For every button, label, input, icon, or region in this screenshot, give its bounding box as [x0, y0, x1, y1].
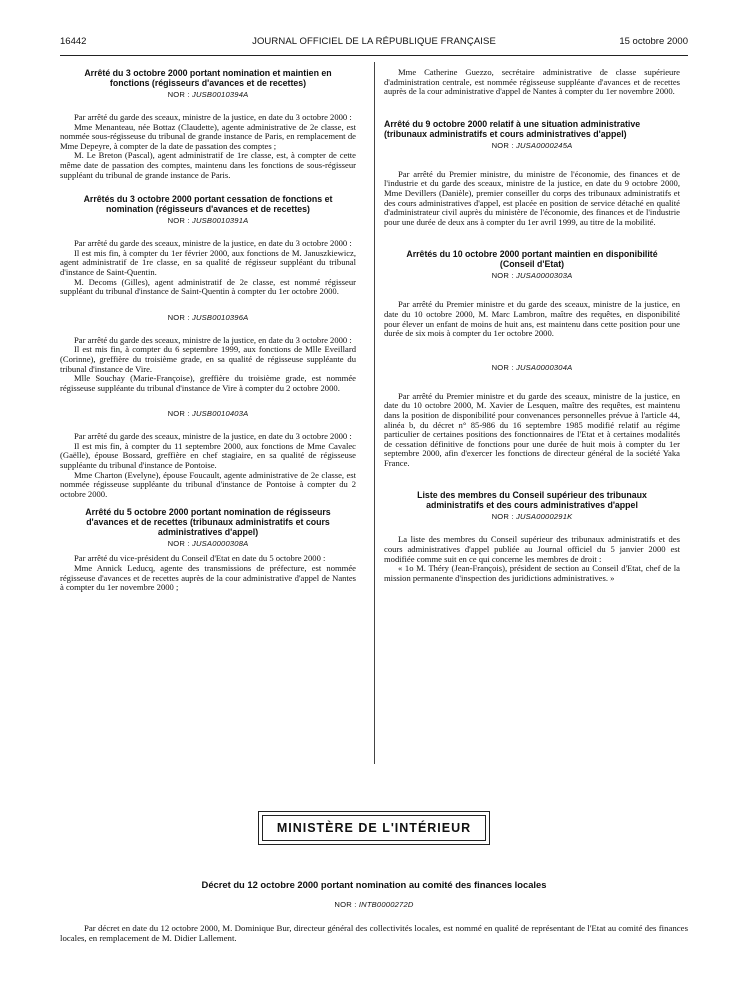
- paragraph: Mme Annick Leducq, agente des transmissions de préfecture, est nommée régisseuse d'avances et de recettes auprès de la cour administrative d'appel de Nantes à compter du 1er novembre 2000 ;: [60, 563, 356, 593]
- paragraph: Il est mis fin, à compter du 11 septembre 2000, aux fonctions de Mme Cavalec (Gaëlle), épouse Bossard, greffière en chef stagiaire, en sa qualité de régisseuse suppléante du tribunal d'instance de Pontoise.: [60, 440, 356, 471]
- paragraph: Par arrêté du Premier ministre et du garde des sceaux, ministre de la justice, en date du 10 octobre 2000, M. Marc Lambron, maître des requêtes, en disponibilité pour élever un enfant de moins de huit ans, est maintenu dans cette position pour une durée de six mois à compter du 1er octobre 2000.: [384, 299, 680, 339]
- nor-label: NOR :: [491, 271, 514, 281]
- nor-reference: [60, 900, 688, 909]
- nor-reference: [384, 363, 680, 372]
- paragraph: Mme Menanteau, née Bottaz (Claudette), agente administrative de 2e classe, est nommée sous-régisseuse du tribunal de grande instance de Paris, en remplacement de Mme Depeyre, à compter de la date de passation des comptes ;: [60, 121, 356, 151]
- paragraph: Il est mis fin, à compter du 6 septembre 1999, aux fonctions de Mlle Eveillard (Corinne), greffière du troisième grade, en sa qualité de régisseuse suppléante du tribunal d'instance de Vire.: [60, 344, 356, 374]
- section-title: Arrêtés du 3 octobre 2000 portant cessation de fonctions et nomination (régisseurs d'avances et de recettes): [83, 194, 333, 215]
- section-title: Arrêté du 3 octobre 2000 portant nomination et maintien en fonctions (régisseurs d'avances et de recettes): [84, 68, 332, 88]
- nor-code: JUSA0000304A: [515, 362, 573, 372]
- issue-date: 15 octobre 2000: [619, 36, 688, 47]
- nor-reference: [384, 141, 680, 150]
- ministry-heading-box: [258, 811, 490, 845]
- nor-label: NOR :: [167, 312, 190, 322]
- nor-reference: [60, 313, 356, 322]
- ministry-heading: MINISTÈRE DE L'INTÉRIEUR: [262, 815, 486, 841]
- nor-reference: [384, 271, 680, 280]
- paragraph: La liste des membres du Conseil supérieur des tribunaux administratifs et des cours administratives d'appel publiée au Journal officiel du 5 janvier 2000 est modifiée comme suit en ce qui concerne les membres de droit :: [384, 534, 680, 564]
- paragraph: Par arrêté du garde des sceaux, ministre de la justice, en date du 3 octobre 2000 :: [74, 431, 352, 442]
- nor-code: JUSB0010403A: [191, 409, 249, 419]
- section-title: Liste des membres du Conseil supérieur des tribunaux administratifs et des cours administratives d'appel: [417, 490, 647, 511]
- nor-label: NOR :: [491, 140, 514, 150]
- paragraph: Mme Charton (Evelyne), épouse Foucault, agente administrative de 2e classe, est nommée régisseuse suppléante du tribunal d'instance de Pontoise à compter du 2 octobre 2000.: [60, 469, 356, 499]
- decree-title: Décret du 12 octobre 2000 portant nomination au comité des finances locales: [201, 879, 547, 890]
- left-column: [60, 60, 356, 593]
- nor-reference: [60, 409, 356, 418]
- nor-reference: [60, 90, 356, 99]
- paragraph: Il est mis fin, à compter du 1er février 2000, aux fonctions de M. Januszkiewicz, agent administratif de 1re classe, en sa qualité de régisseur suppléant du tribunal d'instance de Saint-Quentin.: [60, 247, 356, 277]
- paragraph: « 1o M. Théry (Jean-François), président de section au Conseil d'Etat, chef de la mission permanente d'inspection des juridictions administratives. »: [384, 563, 680, 583]
- nor-code: JUSB0010394A: [191, 90, 249, 99]
- nor-reference: [60, 216, 356, 225]
- paragraph: M. Le Breton (Pascal), agent administratif de 1re classe, est, à compter de cette même date de passation des comptes, maintenu dans les fonctions de sous-régisseur suppléant du tribunal de grande instance de Paris.: [60, 150, 356, 180]
- paragraph: M. Decoms (Gilles), agent administratif de 2e classe, est nommé régisseur suppléant du tribunal d'instance de Saint-Quentin à compter du 1er octobre 2000.: [60, 276, 356, 297]
- journal-title: JOURNAL OFFICIEL DE LA RÉPUBLIQUE FRANÇAISE: [252, 36, 496, 47]
- nor-code: JUSB0010391A: [191, 216, 249, 226]
- paragraph: Par arrêté du vice-président du Conseil d'Etat en date du 5 octobre 2000 :: [74, 553, 326, 564]
- nor-code: JUSB0010396A: [191, 312, 249, 322]
- nor-code: JUSA0000291K: [515, 512, 573, 522]
- section-title: Arrêté du 5 octobre 2000 portant nomination de régisseurs d'avances et de recettes (tribunaux administratifs et cours administratives d'appel): [85, 507, 331, 538]
- decree-section: [60, 880, 688, 943]
- nor-reference: [60, 539, 356, 548]
- nor-label: NOR :: [334, 900, 357, 909]
- header-rule: [60, 55, 688, 56]
- right-column: [384, 60, 680, 583]
- nor-label: NOR :: [167, 216, 190, 226]
- nor-code: JUSA0000245A: [515, 140, 573, 150]
- nor-reference: [384, 512, 680, 521]
- page-header: [60, 36, 688, 50]
- page-number: 16442: [60, 36, 87, 47]
- paragraph: Par arrêté du garde des sceaux, ministre de la justice, en date du 3 octobre 2000 :: [74, 238, 352, 249]
- paragraph: Par arrêté du Premier ministre, du ministre de l'économie, des finances et de l'industrie et du garde des sceaux, ministre de la justice, en date du 9 octobre 2000, Mme Devillers (Danièle), premier conseiller du corps des tribunaux administratifs et des cours administratives d'appel, est placée en position de service détaché en qualité d'administrateur civil auprès du ministère de l'économie, des finances et de l'industrie pour une durée de deux ans à compter du 1er avril 1999, au titre de la mobilité.: [384, 168, 680, 227]
- paragraph: Par décret en date du 12 octobre 2000, M. Dominique Bur, directeur général des collectivités locales, est nommé en qualité de représentant de l'Etat au comité des finances locales, en remplacement de M. Didier Lallement.: [60, 923, 688, 943]
- nor-label: NOR :: [167, 409, 190, 419]
- nor-label: NOR :: [491, 362, 514, 372]
- paragraph: Par arrêté du Premier ministre et du garde des sceaux, ministre de la justice, en date du 10 octobre 2000, M. Xavier de Lesquen, maître des requêtes, est maintenu dans la position de disponibilité pour convenances personnelles prévue à l'article 44, alinéa b, du décret n° 85-986 du 16 septembre 1985 modifié relatif au régime particulier de certaines positions des fonctionnaires de l'Etat et à certaines modalités de cessation définitive de fonctions pour une durée de huit mois à compter du 1er septembre 2000, afin d'exercer les fonctions de directeur général de la société Yaka France.: [384, 390, 680, 468]
- section-title: Arrêté du 9 octobre 2000 relatif à une situation administrative (tribunaux administratifs et cours administratives d'appel): [384, 118, 641, 139]
- paragraph: Mme Catherine Guezzo, secrétaire administrative de classe supérieure d'administration centrale, est nommée régisseuse suppléante d'avances et de recettes auprès de la cour administrative d'appel de Nantes à compter du 1er novembre 2000.: [384, 67, 680, 97]
- column-divider: [374, 62, 375, 764]
- paragraph: Mlle Souchay (Marie-Françoise), greffière du troisième grade, est nommée régisseuse suppléante du tribunal d'instance de Vire à compter du 2 octobre 2000.: [60, 373, 356, 393]
- nor-code: INTB0000272D: [358, 900, 414, 909]
- nor-code: JUSA0000308A: [191, 539, 249, 549]
- paragraph: Par arrêté du garde des sceaux, ministre de la justice, en date du 3 octobre 2000 :: [74, 112, 352, 122]
- section-title: Arrêtés du 10 octobre 2000 portant maintien en disponibilité (Conseil d'Etat): [406, 249, 658, 270]
- paragraph: Par arrêté du garde des sceaux, ministre de la justice, en date du 3 octobre 2000 :: [74, 334, 352, 345]
- nor-label: NOR :: [167, 90, 190, 99]
- nor-label: NOR :: [167, 539, 190, 549]
- nor-code: JUSA0000303A: [515, 271, 573, 281]
- nor-label: NOR :: [491, 512, 514, 522]
